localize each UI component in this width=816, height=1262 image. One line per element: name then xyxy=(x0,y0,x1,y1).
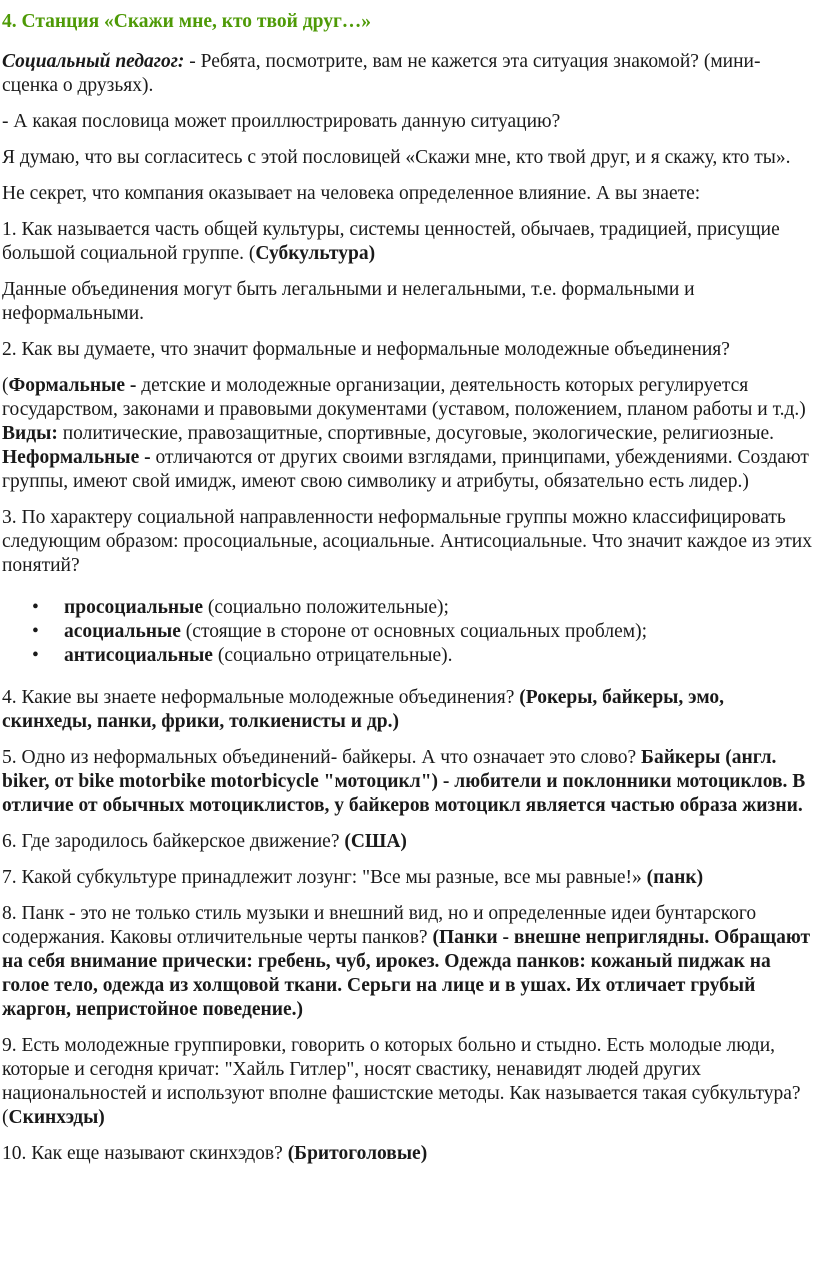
paragraph-proverb: Я думаю, что вы согласитесь с этой пословицей «Скажи мне, кто твой друг, и я скажу, кто ты». xyxy=(2,147,791,168)
answer-6: (США) xyxy=(344,831,407,852)
answer-8: (Панки - внешне неприглядны. Обращают на себя внимание прически: гребень, чуб, ирокез. Одежда панков: кожаный пиджак на голое тело, одежда из холщовой ткани. Серьги на лице и в ушах. Их отличает грубый жаргон, непристойное поведение.) xyxy=(2,927,811,1020)
answer-7: (панк) xyxy=(646,867,704,888)
formal-label: Формальные - xyxy=(8,375,137,396)
paragraph-formal-informal: (Формальные - детские и молодежные организации, деятельность которых регулируется государством, законами и правовыми документами (уставом, положением, планом работы и т.д.) Виды: политические, правозащитные, спортивные, досуговые, экологические, религиозные. Неформальные - отличаются от других своими взглядами, принципами, убеждениями. Создают группы, имеют свой имидж, имеют свою символику и атрибуты, обязательно есть лидер.) xyxy=(2,375,809,492)
question-10: 10. Как еще называют скинхэдов? (Бритоголовые) xyxy=(2,1143,428,1164)
section-heading: 4. Станция «Скажи мне, кто твой друг…» xyxy=(2,11,372,32)
paragraph-influence: Не секрет, что компания оказывает на человека определенное влияние. А вы знаете: xyxy=(2,183,701,204)
paragraph-proverb-question: - А какая пословица может проиллюстрировать данную ситуацию? xyxy=(2,111,561,132)
question-4: 4. Какие вы знаете неформальные молодежные объединения? (Рокеры, байкеры, эмо, скинхеды, панки, фрики, толкиенисты и др.) xyxy=(2,687,725,732)
question-3: 3. По характеру социальной направленности неформальные группы можно классифицировать следующим образом: просоциальные, асоциальные. Антисоциальные. Что значит каждое из этих понятий? xyxy=(2,507,812,576)
orientation-list xyxy=(2,596,814,668)
question-1: 1. Как называется часть общей культуры, системы ценностей, обычаев, традицией, присущие большой социальной группе. (Субкультура) xyxy=(2,219,780,264)
list-item: • антисоциальные (социально отрицательные). xyxy=(64,644,814,668)
question-6: 6. Где зародилось байкерское движение? (США) xyxy=(2,831,407,852)
question-7: 7. Какой субкультуре принадлежит лозунг: "Все мы разные, все мы равные!» (панк) xyxy=(2,867,704,888)
question-9: 9. Есть молодежные группировки, говорить о которых больно и стыдно. Есть молодые люди, которые и сегодня кричат: "Хайль Гитлер", носят свастику, ненавидят людей других национальностей и используют вполне фашистские методы. Как называется такая субкультура? (Скинхэды) xyxy=(2,1035,801,1128)
question-8: 8. Панк - это не только стиль музыки и внешний вид, но и определенные идеи бунтарского содержания. Каковы отличительные черты панков? (Панки - внешне неприглядны. Обращают на себя внимание прически: гребень, чуб, ирокез. Одежда панков: кожаный пиджак на голое тело, одежда из холщовой ткани. Серьги на лице и в ушах. Их отличает грубый жаргон, непристойное поведение.) xyxy=(2,903,811,1020)
answer-10: (Бритоголовые) xyxy=(287,1143,428,1164)
answer-1: Субкультура) xyxy=(255,243,376,264)
answer-4: (Рокеры, байкеры, эмо, скинхеды, панки, фрики, толкиенисты и др.) xyxy=(2,687,725,732)
question-5: 5. Одно из неформальных объединений- байкеры. А что означает это слово? Байкеры (англ. biker, от bike motorbike motorbicycle "мотоцикл") - любители и поклонники мотоциклов. В отличие от обычных мотоциклистов, у байкеров мотоцикл является частью образа жизни. xyxy=(2,747,806,816)
question-2: 2. Как вы думаете, что значит формальные и неформальные молодежные объединения? xyxy=(2,339,730,360)
answer-9: Скинхэды) xyxy=(8,1107,105,1128)
list-item: • асоциальные (стоящие в стороне от основных социальных проблем); xyxy=(64,620,814,644)
informal-label: Неформальные - xyxy=(2,447,151,468)
types-label: Виды: xyxy=(2,423,58,444)
list-item: • просоциальные (социально положительные); xyxy=(64,596,814,620)
paragraph-intro: Социальный педагог: - Ребята, посмотрите, вам не кажется эта ситуация знакомой? (мини-сценка о друзьях). xyxy=(2,51,761,96)
speaker-label: Социальный педагог: xyxy=(2,51,185,72)
answer-5: Байкеры (англ. biker, от bike motorbike motorbicycle "мотоцикл") - любители и поклонники мотоциклов. В отличие от обычных мотоциклистов, у байкеров мотоцикл является частью образа жизни. xyxy=(2,747,806,816)
paragraph-legal: Данные объединения могут быть легальными и нелегальными, т.е. формальными и неформальными. xyxy=(2,279,695,324)
